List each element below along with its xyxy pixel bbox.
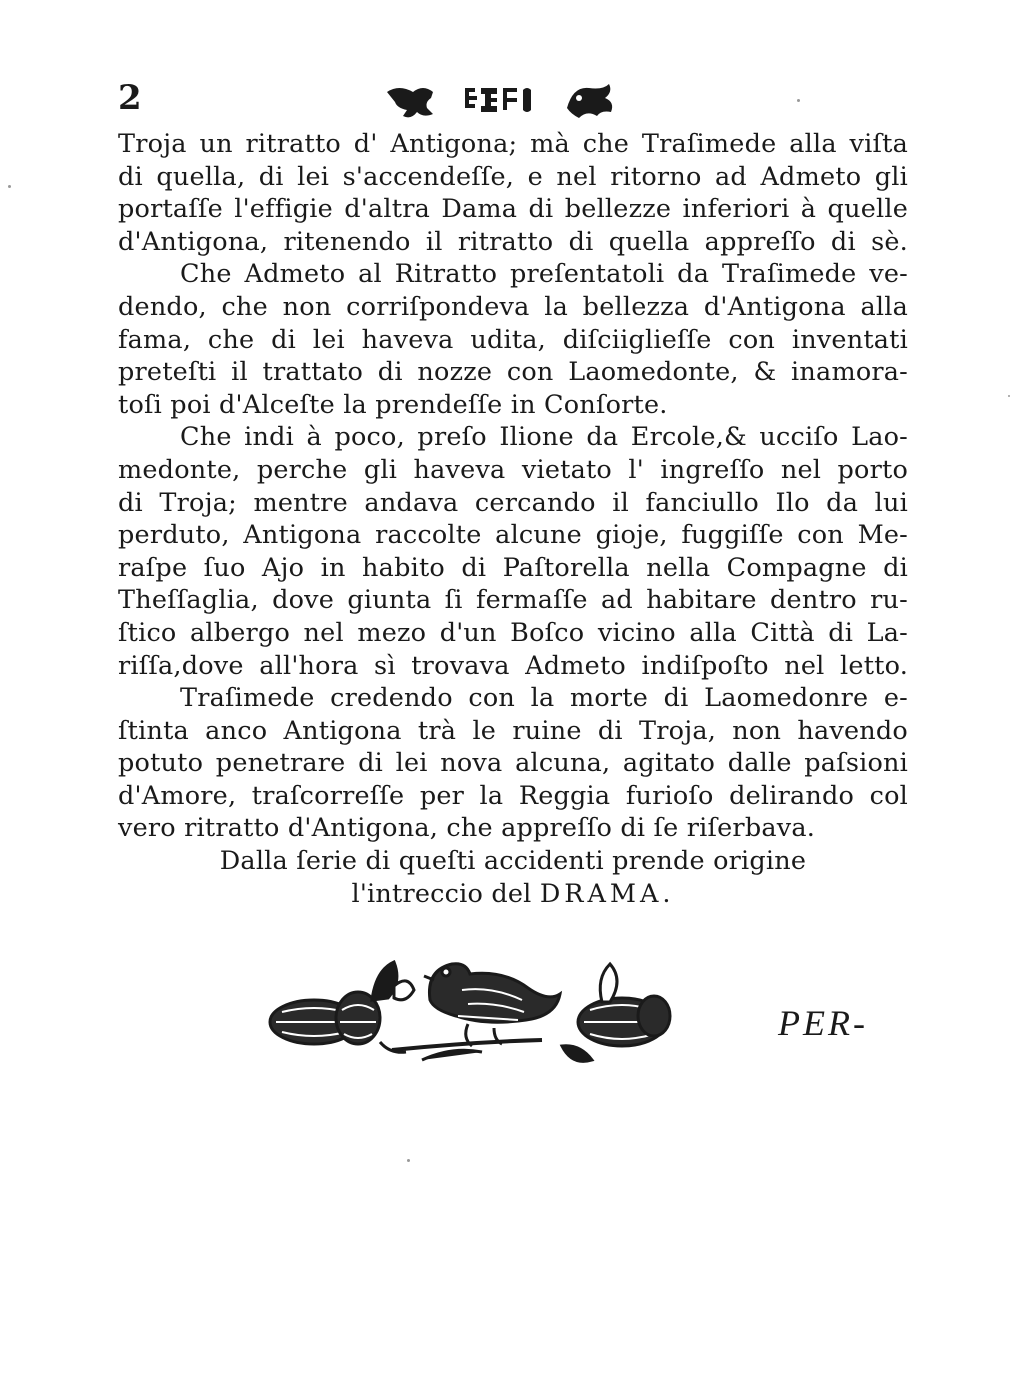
drama-word: DRAMA. bbox=[539, 878, 675, 909]
text-line: Troja un ritratto d' Antigona; mà che Traſimede alla viſta bbox=[118, 129, 908, 159]
headpiece-ornament bbox=[383, 80, 623, 120]
text-line: d'Amore, traſcorreſſe per la Reggia furioſo delirando col bbox=[118, 780, 908, 811]
text-line: di Troja; mentre andava cercando il fanciullo Ilo da lui bbox=[118, 487, 908, 518]
text-line: dendo, che non corriſpondeva la bellezza d'Antigona alla bbox=[118, 291, 908, 322]
text-line: ſtico albergo nel mezo d'un Boſco vicino alla Città di La- bbox=[118, 617, 908, 648]
text-line: fama, che di lei haveva udita, diſciiglieſſe con inventati bbox=[118, 324, 908, 355]
tailpiece-ornament bbox=[262, 950, 672, 1070]
page-number: 2 bbox=[118, 78, 142, 118]
text-line: medonte, perche gli haveva vietato l' ingreſſo nel porto bbox=[118, 454, 908, 485]
text-line: Theſſaglia, dove giunta ſi fermaſſe ad habitare dentro ru- bbox=[118, 585, 908, 616]
paper-speck bbox=[1008, 395, 1010, 397]
paragraph-1 bbox=[118, 128, 908, 258]
closing-sentence bbox=[118, 845, 908, 910]
text-line: d'Antigona, ritenendo il ritratto di quella appreſſo di sè. bbox=[118, 226, 908, 257]
text-line: toſi poi d'Alceſte la prendeſſe in Conſorte. bbox=[118, 389, 668, 420]
text-line: ſtinta anco Antigona trà le ruine di Troja, non havendo bbox=[118, 715, 908, 746]
paragraph-4 bbox=[118, 682, 908, 845]
text-line: Dalla ſerie di queſti accidenti prende origine bbox=[219, 846, 807, 877]
text-line: Traſimede credendo con la morte di Laomedonre e- bbox=[180, 683, 908, 714]
text-line: portaſſe l'effigie d'altra Dama di bellezze inferiori à quelle bbox=[118, 194, 908, 225]
text-line: vero ritratto d'Antigona, che appreſſo di ſe riſerbava. bbox=[118, 813, 816, 844]
text-line: di quella, di lei s'accendeſſe, e nel ritorno ad Admeto gli bbox=[118, 161, 908, 192]
paper-speck bbox=[407, 1159, 410, 1162]
paper-speck bbox=[797, 99, 800, 102]
text-line: Che indi à poco, preſo Ilione da Ercole,& ucciſo Lao- bbox=[180, 422, 908, 453]
paper-speck bbox=[8, 185, 11, 188]
text-line: preteſti il trattato di nozze con Laomedonte, & inamora- bbox=[118, 357, 908, 388]
catchword: PER- bbox=[778, 1003, 868, 1043]
text-line: potuto penetrare di lei nova alcuna, agitato dalle paſsioni bbox=[118, 748, 908, 779]
body-text bbox=[118, 128, 908, 910]
closing-prefix: l'intreccio del bbox=[351, 878, 540, 909]
paragraph-3 bbox=[118, 421, 908, 682]
text-line: riſſa,dove all'hora sì trovava Admeto indiſpoſto nel letto. bbox=[118, 650, 908, 681]
text-line bbox=[118, 878, 908, 911]
text-line: perduto, Antigona raccolte alcune gioje, fuggiſſe con Me- bbox=[118, 520, 908, 551]
paragraph-2 bbox=[118, 258, 908, 421]
text-line: Che Admeto al Ritratto preſentatoli da Traſimede ve- bbox=[180, 259, 908, 290]
text-line: raſpe ſuo Ajo in habito di Paſtorella nella Compagne di bbox=[118, 552, 908, 583]
